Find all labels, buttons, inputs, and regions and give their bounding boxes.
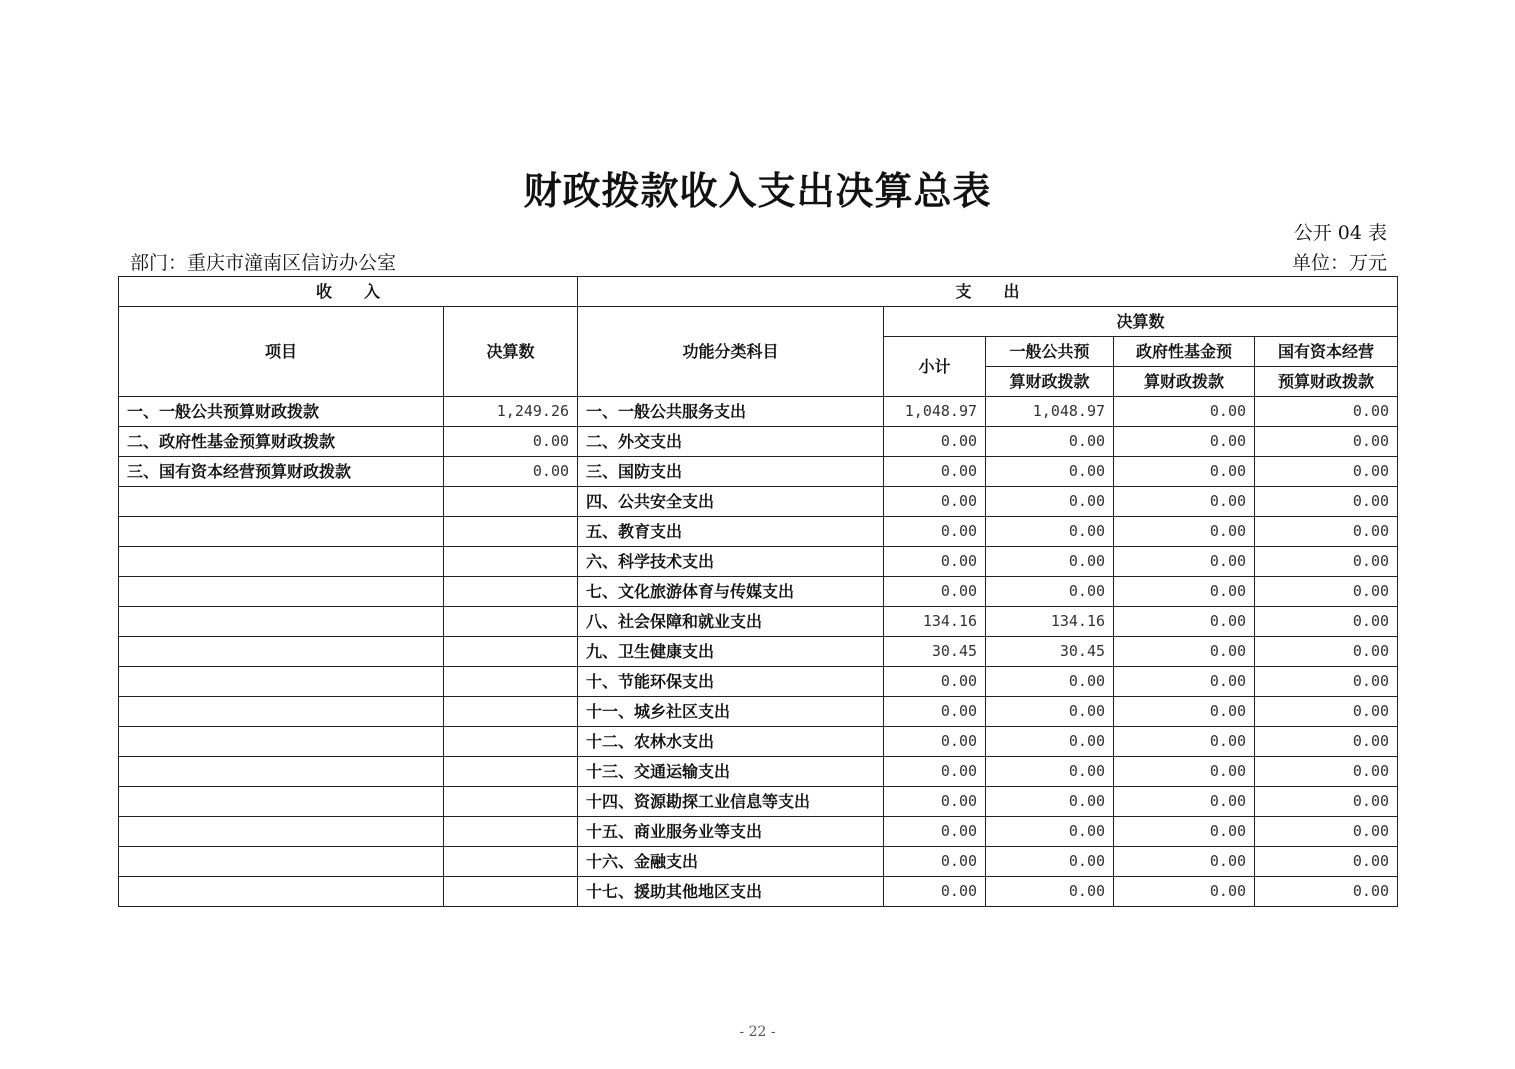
income-item-cell xyxy=(119,607,444,637)
subtotal-cell: 0.00 xyxy=(884,427,986,457)
subtotal-cell: 0.00 xyxy=(884,487,986,517)
form-number: 公开 04 表 xyxy=(1293,222,1387,244)
general-budget-cell: 0.00 xyxy=(986,757,1114,787)
income-amount-cell xyxy=(444,667,578,697)
income-item-cell xyxy=(119,697,444,727)
function-category-cell: 四、公共安全支出 xyxy=(578,487,884,517)
gov-fund-cell: 0.00 xyxy=(1114,487,1255,517)
income-item-cell xyxy=(119,667,444,697)
function-category-cell: 十、节能环保支出 xyxy=(578,667,884,697)
income-item-cell: 二、政府性基金预算财政拨款 xyxy=(119,427,444,457)
income-amount-cell xyxy=(444,757,578,787)
state-capital-cell: 0.00 xyxy=(1255,637,1398,667)
subtotal-cell: 0.00 xyxy=(884,517,986,547)
state-capital-cell: 0.00 xyxy=(1255,697,1398,727)
income-amount-cell xyxy=(444,547,578,577)
income-item-cell xyxy=(119,757,444,787)
income-amount-cell: 0.00 xyxy=(444,427,578,457)
gov-fund-cell: 0.00 xyxy=(1114,817,1255,847)
gov-fund-cell: 0.00 xyxy=(1114,637,1255,667)
general-budget-cell: 0.00 xyxy=(986,427,1114,457)
state-capital-cell: 0.00 xyxy=(1255,787,1398,817)
table-row xyxy=(119,637,1398,667)
income-amount-cell xyxy=(444,727,578,757)
table-row xyxy=(119,787,1398,817)
general-budget-cell: 0.00 xyxy=(986,697,1114,727)
subtotal-cell: 0.00 xyxy=(884,757,986,787)
income-amount-cell xyxy=(444,847,578,877)
income-amount-cell xyxy=(444,817,578,847)
general-budget-cell: 0.00 xyxy=(986,847,1114,877)
income-item-cell xyxy=(119,547,444,577)
state-capital-cell: 0.00 xyxy=(1255,397,1398,427)
income-amount-header: 决算数 xyxy=(444,307,578,397)
function-category-cell: 三、国防支出 xyxy=(578,457,884,487)
state-capital-cell: 0.00 xyxy=(1255,457,1398,487)
gov-fund-header-line2: 算财政拨款 xyxy=(1114,367,1255,397)
expense-header: 支 出 xyxy=(578,277,1398,307)
table-row xyxy=(119,487,1398,517)
general-budget-cell: 1,048.97 xyxy=(986,397,1114,427)
income-item-cell xyxy=(119,577,444,607)
function-category-cell: 十一、城乡社区支出 xyxy=(578,697,884,727)
general-budget-cell: 0.00 xyxy=(986,667,1114,697)
gov-fund-cell: 0.00 xyxy=(1114,757,1255,787)
subtotal-cell: 0.00 xyxy=(884,697,986,727)
table-row xyxy=(119,877,1398,907)
function-category-cell: 八、社会保障和就业支出 xyxy=(578,607,884,637)
function-category-cell: 七、文化旅游体育与传媒支出 xyxy=(578,577,884,607)
state-capital-cell: 0.00 xyxy=(1255,487,1398,517)
function-category-cell: 九、卫生健康支出 xyxy=(578,637,884,667)
department-label: 部门：重庆市潼南区信访办公室 xyxy=(130,252,397,274)
income-item-cell xyxy=(119,637,444,667)
table-row xyxy=(119,697,1398,727)
income-item-cell: 三、国有资本经营预算财政拨款 xyxy=(119,457,444,487)
gov-fund-cell: 0.00 xyxy=(1114,397,1255,427)
header-row-1 xyxy=(119,277,1398,307)
gov-fund-cell: 0.00 xyxy=(1114,667,1255,697)
income-amount-cell xyxy=(444,697,578,727)
general-budget-cell: 0.00 xyxy=(986,547,1114,577)
function-category-header: 功能分类科目 xyxy=(578,307,884,397)
state-capital-cell: 0.00 xyxy=(1255,427,1398,457)
table-row xyxy=(119,397,1398,427)
subtotal-cell: 0.00 xyxy=(884,577,986,607)
table-row xyxy=(119,667,1398,697)
general-budget-cell: 0.00 xyxy=(986,817,1114,847)
appropriation-table xyxy=(118,276,1398,907)
gov-fund-cell: 0.00 xyxy=(1114,547,1255,577)
general-budget-cell: 0.00 xyxy=(986,877,1114,907)
unit-label: 单位：万元 xyxy=(1291,252,1387,274)
income-item-cell xyxy=(119,787,444,817)
function-category-cell: 十七、援助其他地区支出 xyxy=(578,877,884,907)
state-capital-header-line2: 预算财政拨款 xyxy=(1255,367,1398,397)
gov-fund-cell: 0.00 xyxy=(1114,427,1255,457)
income-amount-cell xyxy=(444,877,578,907)
gov-fund-cell: 0.00 xyxy=(1114,517,1255,547)
gov-fund-cell: 0.00 xyxy=(1114,457,1255,487)
table-row xyxy=(119,727,1398,757)
page-number: - 22 - xyxy=(739,1024,776,1040)
table-row xyxy=(119,517,1398,547)
state-capital-cell: 0.00 xyxy=(1255,817,1398,847)
income-item-cell xyxy=(119,817,444,847)
item-header: 项目 xyxy=(119,307,444,397)
general-budget-cell: 0.00 xyxy=(986,577,1114,607)
general-budget-cell: 0.00 xyxy=(986,727,1114,757)
income-amount-cell: 0.00 xyxy=(444,457,578,487)
table-row xyxy=(119,457,1398,487)
state-capital-cell: 0.00 xyxy=(1255,547,1398,577)
income-amount-cell xyxy=(444,517,578,547)
state-capital-cell: 0.00 xyxy=(1255,667,1398,697)
subtotal-cell: 0.00 xyxy=(884,787,986,817)
general-budget-cell: 0.00 xyxy=(986,457,1114,487)
subtotal-cell: 0.00 xyxy=(884,457,986,487)
function-category-cell: 十六、金融支出 xyxy=(578,847,884,877)
general-header-line1: 一般公共预 xyxy=(986,337,1114,367)
state-capital-cell: 0.00 xyxy=(1255,757,1398,787)
income-amount-cell xyxy=(444,637,578,667)
table-row xyxy=(119,847,1398,877)
state-capital-cell: 0.00 xyxy=(1255,727,1398,757)
state-capital-cell: 0.00 xyxy=(1255,877,1398,907)
state-capital-cell: 0.00 xyxy=(1255,577,1398,607)
subtotal-cell: 0.00 xyxy=(884,667,986,697)
income-item-cell xyxy=(119,727,444,757)
function-category-cell: 六、科学技术支出 xyxy=(578,547,884,577)
gov-fund-cell: 0.00 xyxy=(1114,877,1255,907)
state-capital-header-line1: 国有资本经营 xyxy=(1255,337,1398,367)
header-row-2 xyxy=(119,307,1398,337)
income-item-cell xyxy=(119,487,444,517)
function-category-cell: 十三、交通运输支出 xyxy=(578,757,884,787)
gov-fund-cell: 0.00 xyxy=(1114,607,1255,637)
state-capital-cell: 0.00 xyxy=(1255,607,1398,637)
table-row xyxy=(119,757,1398,787)
income-amount-cell xyxy=(444,787,578,817)
general-budget-cell: 134.16 xyxy=(986,607,1114,637)
gov-fund-header-line1: 政府性基金预 xyxy=(1114,337,1255,367)
subtotal-cell: 0.00 xyxy=(884,847,986,877)
function-category-cell: 二、外交支出 xyxy=(578,427,884,457)
income-amount-cell xyxy=(444,577,578,607)
table-row xyxy=(119,607,1398,637)
subtotal-cell: 30.45 xyxy=(884,637,986,667)
page-title: 财政拨款收入支出决算总表 xyxy=(523,168,992,213)
table-row xyxy=(119,817,1398,847)
income-amount-cell: 1,249.26 xyxy=(444,397,578,427)
income-item-cell xyxy=(119,517,444,547)
function-category-cell: 十五、商业服务业等支出 xyxy=(578,817,884,847)
gov-fund-cell: 0.00 xyxy=(1114,847,1255,877)
gov-fund-cell: 0.00 xyxy=(1114,697,1255,727)
subtotal-cell: 0.00 xyxy=(884,877,986,907)
state-capital-cell: 0.00 xyxy=(1255,847,1398,877)
income-item-cell xyxy=(119,877,444,907)
general-budget-cell: 0.00 xyxy=(986,517,1114,547)
general-budget-cell: 0.00 xyxy=(986,487,1114,517)
function-category-cell: 十四、资源勘探工业信息等支出 xyxy=(578,787,884,817)
income-amount-cell xyxy=(444,607,578,637)
gov-fund-cell: 0.00 xyxy=(1114,727,1255,757)
income-item-cell: 一、一般公共预算财政拨款 xyxy=(119,397,444,427)
table-row xyxy=(119,577,1398,607)
income-amount-cell xyxy=(444,487,578,517)
function-category-cell: 十二、农林水支出 xyxy=(578,727,884,757)
gov-fund-cell: 0.00 xyxy=(1114,577,1255,607)
general-budget-cell: 30.45 xyxy=(986,637,1114,667)
expense-amount-header: 决算数 xyxy=(884,307,1398,337)
subtotal-cell: 1,048.97 xyxy=(884,397,986,427)
subtotal-cell: 0.00 xyxy=(884,727,986,757)
state-capital-cell: 0.00 xyxy=(1255,517,1398,547)
gov-fund-cell: 0.00 xyxy=(1114,787,1255,817)
subtotal-cell: 134.16 xyxy=(884,607,986,637)
general-header-line2: 算财政拨款 xyxy=(986,367,1114,397)
income-item-cell xyxy=(119,847,444,877)
table-row xyxy=(119,427,1398,457)
subtotal-cell: 0.00 xyxy=(884,547,986,577)
general-budget-cell: 0.00 xyxy=(986,787,1114,817)
income-header: 收 入 xyxy=(119,277,578,307)
subtotal-cell: 0.00 xyxy=(884,817,986,847)
function-category-cell: 一、一般公共服务支出 xyxy=(578,397,884,427)
table-row xyxy=(119,547,1398,577)
function-category-cell: 五、教育支出 xyxy=(578,517,884,547)
subtotal-header: 小计 xyxy=(884,337,986,397)
